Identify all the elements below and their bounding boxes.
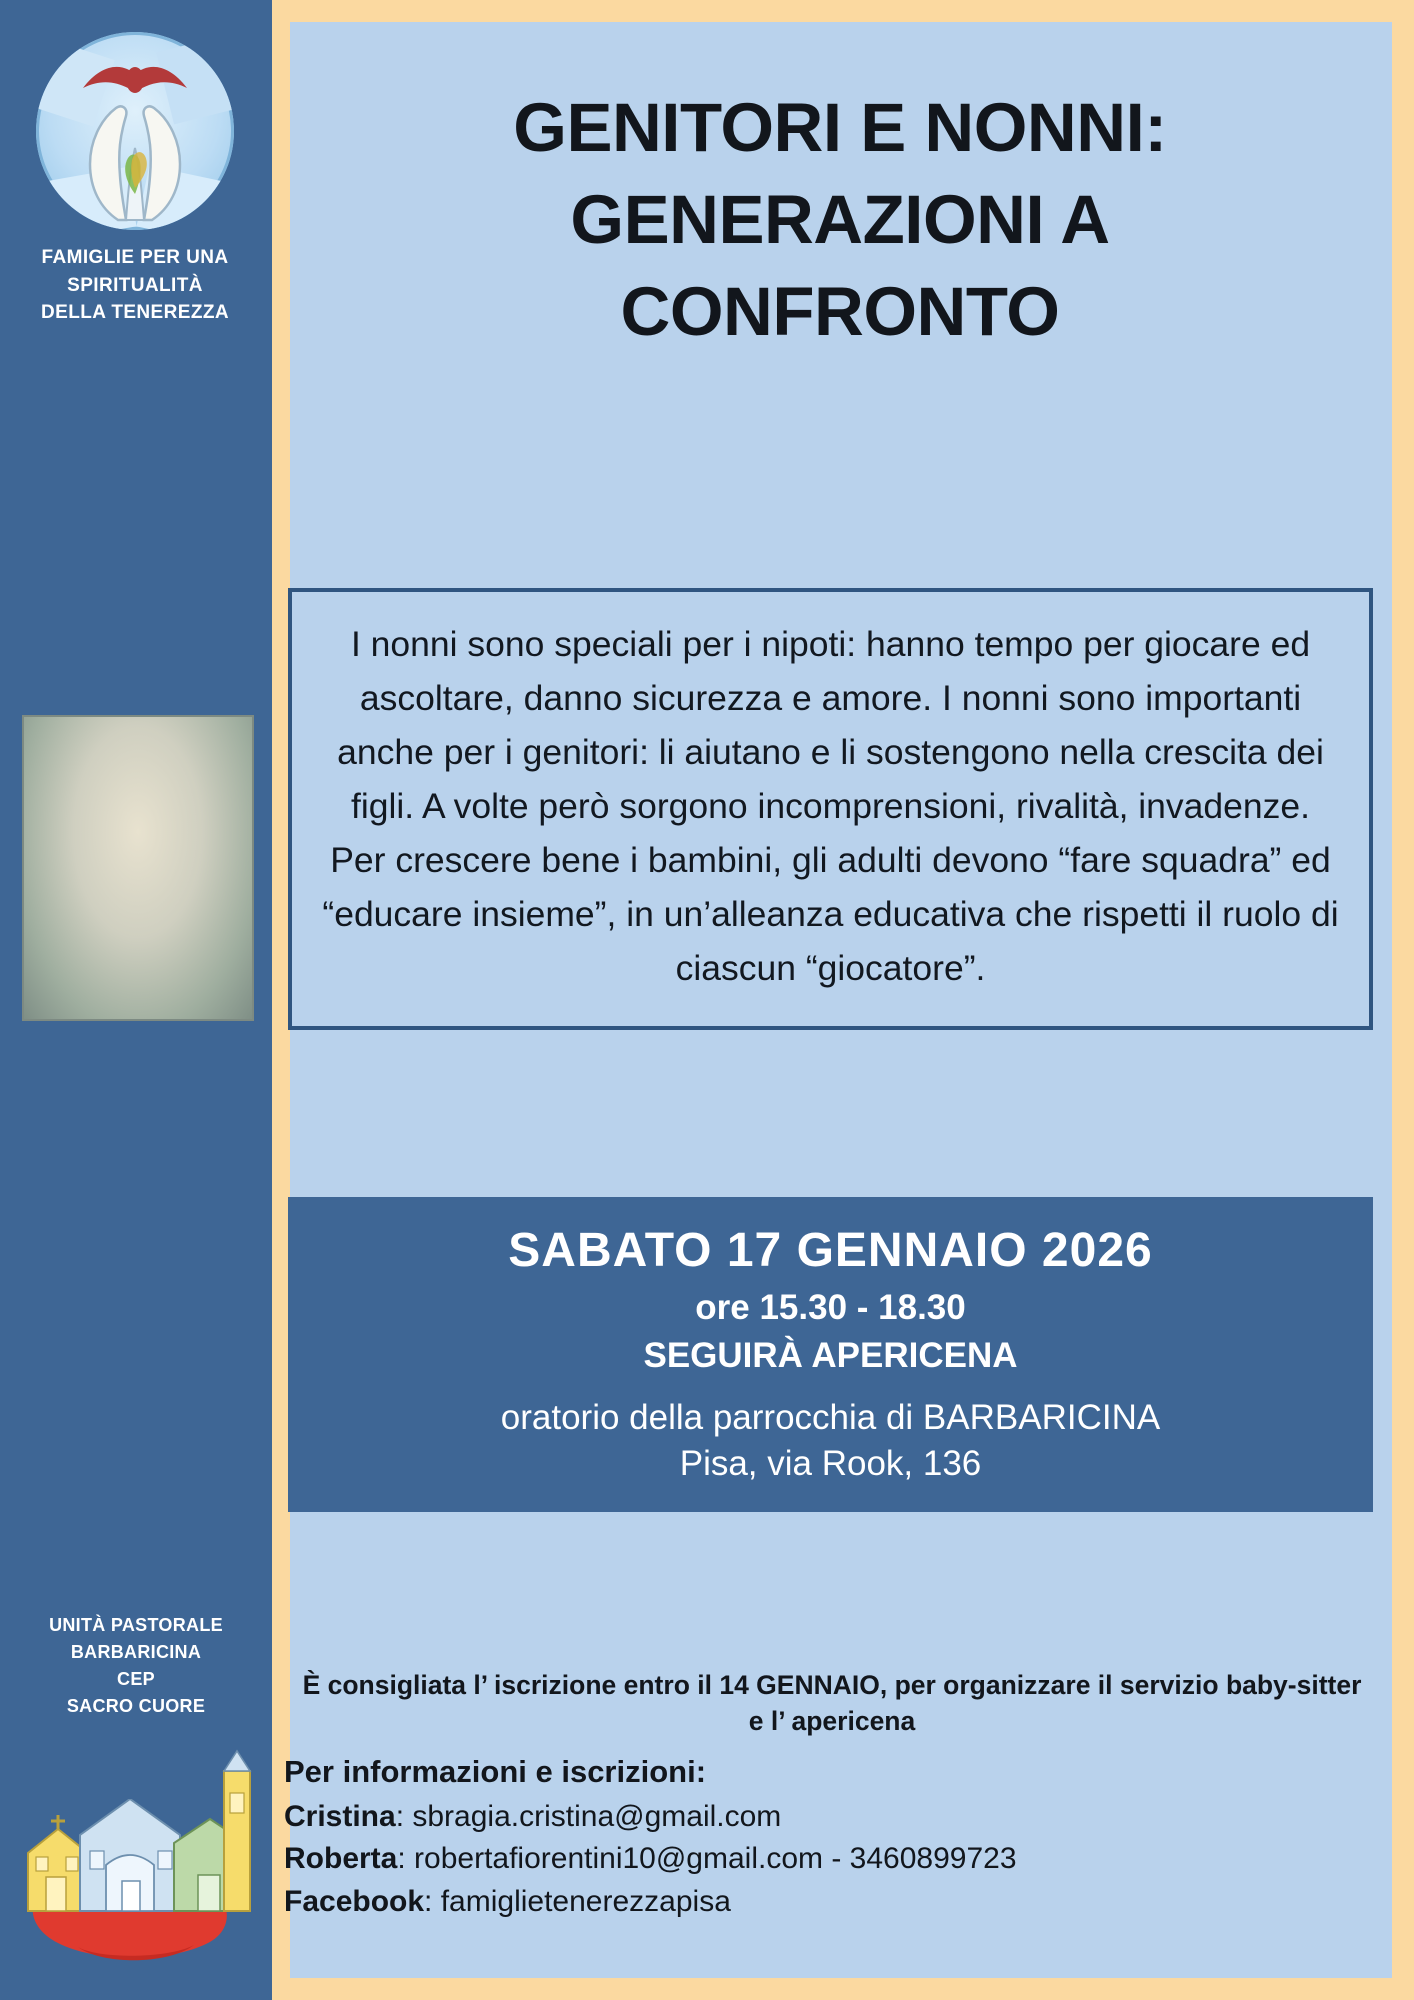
organization-logo: [36, 32, 234, 327]
description-box: [288, 588, 1373, 1030]
description-text: I nonni sono speciali per i nipoti: hanno tempo per giocare ed ascoltare, danno sicurezza e amore. I nonni sono importanti anche per i genitori: li aiutano e li sostengono nella crescita dei figli. A volte però sorgono incomprensioni, rivalità, invadenze. Per crescere bene i bambini, gli adulti devono “fare squadra” ed “educare insieme”, in un’alleanza educativa che rispetti il ruolo di ciascun “giocatore”.: [322, 624, 1339, 988]
contact-row-cristina: [284, 1796, 1392, 1839]
event-address: Pisa, via Rook, 136: [679, 1444, 982, 1483]
registration-notice: È consigliata l’ iscrizione entro il 14 GENNAIO, per organizzare il servizio baby-sitter e l’ apericena: [302, 1670, 1362, 1736]
contact-label-facebook: Facebook: [284, 1884, 425, 1918]
praying-hands-icon: [60, 90, 210, 222]
event-details-box: [288, 1197, 1373, 1512]
page-title: [330, 82, 1350, 357]
unit-line-1: UNITÀ PASTORALE: [49, 1615, 223, 1635]
event-venue: oratorio della parrocchia di BARBARICINA: [500, 1398, 1161, 1437]
logo-caption: [36, 244, 234, 327]
event-hours: ore 15.30 - 18.30: [695, 1288, 966, 1327]
pastoral-unit-caption: [12, 1612, 260, 1720]
contact-row-facebook: [284, 1881, 1392, 1924]
logo-caption-line-1: FAMIGLIE PER UNA: [41, 247, 229, 268]
title-line-1: GENITORI E NONNI:: [513, 89, 1167, 166]
holy-trinity-icon: [22, 715, 254, 1021]
event-date: SABATO 17 GENNAIO 2026: [508, 1224, 1153, 1277]
churches-icon: [18, 1715, 254, 1965]
praying-hands-dove-logo-icon: [36, 32, 234, 230]
contact-value-cristina[interactable]: sbragia.cristina@gmail.com: [412, 1799, 782, 1833]
unit-line-3: CEP: [117, 1669, 155, 1689]
contact-sep-1: :: [395, 1799, 413, 1833]
contact-value-roberta[interactable]: robertafiorentini10@gmail.com - 3460899723: [414, 1842, 1017, 1876]
contact-sep-2: :: [397, 1842, 415, 1876]
contact-label-cristina: Cristina: [284, 1799, 396, 1833]
contacts-heading: Per informazioni e iscrizioni:: [284, 1753, 707, 1789]
unit-line-2: BARBARICINA: [70, 1642, 202, 1662]
title-line-3: CONFRONTO: [620, 272, 1060, 350]
title-line-2: GENERAZIONI A: [570, 180, 1110, 258]
footer-info: [272, 1668, 1392, 1923]
contact-value-facebook[interactable]: famiglietenerezzapisa: [440, 1884, 731, 1918]
contact-row-roberta: [284, 1838, 1392, 1881]
parish-churches-illustration: [18, 1715, 254, 1965]
event-followup: SEGUIRÀ APERICENA: [643, 1336, 1018, 1375]
unit-line-4: SACRO CUORE: [66, 1696, 206, 1716]
contacts-block: [272, 1750, 1392, 1924]
logo-caption-line-3: DELLA TENEREZZA: [41, 302, 229, 324]
contact-sep-3: :: [424, 1884, 441, 1918]
logo-caption-line-2: SPIRITUALITÀ: [67, 274, 203, 296]
contact-label-roberta: Roberta: [284, 1842, 398, 1876]
